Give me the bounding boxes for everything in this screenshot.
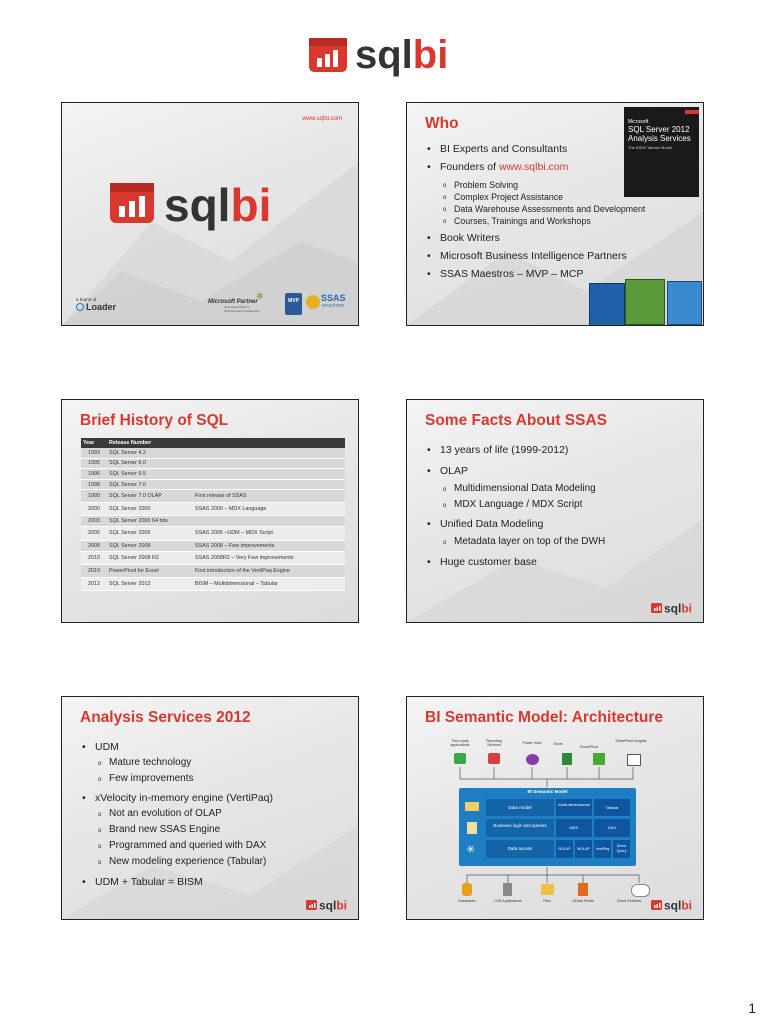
row-data-model — [486, 799, 630, 816]
table-row: 1998 SQL Server 7.0 — [81, 479, 345, 490]
top-label: Third-party applications — [450, 739, 470, 747]
table-row: 2012 SQL Server 2012 BISM – Multidimensional – Tabular — [81, 577, 345, 590]
row-label: Data model — [486, 799, 554, 816]
col-notes — [193, 438, 345, 448]
list-item: • BI Experts and Consultants — [425, 143, 645, 156]
database-icon — [462, 883, 472, 896]
odata-feeds-icon — [578, 883, 588, 896]
row-cell: Direct Query — [613, 840, 630, 858]
slide-3-history — [61, 399, 359, 623]
row-cell: MDX — [556, 819, 592, 837]
who-list — [425, 143, 645, 286]
header-sqlbi-logo — [309, 28, 469, 84]
data-access-icon: ✳ — [466, 844, 476, 856]
book-subtitle: The BISM Tabular Model — [628, 145, 672, 150]
row-label: Data access — [486, 840, 554, 858]
list-item: • Microsoft Business Intelligence Partners — [425, 250, 645, 263]
list-item: • Huge customer base — [425, 556, 605, 569]
table-row: 2010 SQL Server 2008 R2 SSAS 2008R2 – Very Few improvements — [81, 551, 345, 564]
bottom-label: LOB Applications — [494, 899, 522, 903]
loader-icon — [76, 303, 84, 311]
svg-text:sqlbi: sqlbi — [355, 33, 449, 77]
list-item: o Metadata layer on top of the DWH — [425, 536, 605, 548]
footer-sqlbi-logo — [651, 600, 697, 616]
list-item: o MDX Language / MDX Script — [425, 499, 605, 511]
list-item: • SSAS Maestros – MVP – MCP — [425, 268, 645, 281]
svg-text:sqlbi: sqlbi — [319, 898, 348, 913]
business-logic-icon — [467, 822, 477, 834]
list-item: • Unified Data Modeling — [425, 518, 605, 531]
mvp-badge — [285, 293, 302, 315]
table-row: 1996 SQL Server 6.5 — [81, 469, 345, 480]
facts-list — [425, 444, 605, 574]
footer-sqlbi-logo — [651, 897, 697, 913]
top-label: Reporting Services — [486, 739, 502, 747]
slide-2-who — [406, 102, 704, 326]
ssas2012-list — [80, 741, 273, 894]
svg-text:sqlbi: sqlbi — [164, 179, 272, 231]
list-item: • xVelocity in-memory engine (VertiPaq) — [80, 792, 273, 805]
list-item: o Mature technology — [80, 757, 273, 769]
row-data-access — [486, 840, 630, 858]
slide-6-architecture — [406, 696, 704, 920]
list-item: • UDM — [80, 741, 273, 754]
top-label: Power View — [522, 741, 542, 745]
loader-brand — [76, 297, 116, 312]
lob-applications-icon — [503, 883, 512, 896]
sqlbi-link[interactable]: www.sqlbi.com — [498, 161, 569, 173]
history-table — [81, 438, 345, 591]
list-item: o Complex Project Assistance — [425, 191, 645, 203]
slide-4-facts — [406, 399, 704, 623]
list-item: • 13 years of life (1999-2012) — [425, 444, 605, 457]
book-title: SQL Server 2012 Analysis Services — [628, 125, 691, 143]
slide-title: Analysis Services 2012 — [80, 709, 251, 726]
list-item: o Programmed and queried with DAX — [80, 840, 273, 852]
table-row: 2005 SQL Server 2005 SSAS 2005 –UDM – MDX Script — [81, 526, 345, 540]
partner-sub: Gold Data Platform Gold Business Intelligence — [224, 305, 260, 313]
col-release: Release Number — [107, 438, 193, 448]
top-label: SharePoint Insights — [615, 739, 647, 743]
bottom-label: Cloud Services — [616, 899, 642, 903]
row-business-logic — [486, 819, 630, 837]
col-year: Year — [81, 438, 107, 448]
list-item: o Not an evolution of OLAP — [80, 808, 273, 820]
list-item: o New modeling experience (Tabular) — [80, 856, 273, 868]
slide-title: Brief History of SQL — [80, 412, 229, 429]
bism-box-title: BI Semantic Model — [527, 789, 568, 794]
book-brand: Microsoft — [628, 119, 649, 125]
slide-title: Some Facts About SSAS — [425, 412, 608, 429]
website-url: www.sqlbi.com — [302, 116, 342, 122]
bottom-label: Databases — [458, 899, 476, 903]
bottom-label: Files — [543, 899, 551, 903]
row-cell: DAX — [594, 819, 630, 837]
row-cell: ROLAP — [556, 840, 573, 858]
list-item: o Problem Solving — [425, 179, 645, 191]
maestro-medal-icon — [306, 295, 320, 309]
list-item: o Few improvements — [80, 773, 273, 785]
list-item: o Multidimensional Data Modeling — [425, 483, 605, 495]
list-item: • UDM + Tabular = BISM — [80, 876, 273, 889]
row-cell: VertiPaq — [594, 840, 611, 858]
list-item: o Courses, Trainings and Workshops — [425, 215, 645, 227]
list-item: • Book Writers — [425, 232, 645, 245]
list-item: • Founders of www.sqlbi.com — [425, 161, 645, 174]
top-label: PowerPivot — [579, 745, 599, 749]
book-stack — [589, 279, 701, 325]
svg-text:sqlbi: sqlbi — [664, 898, 693, 913]
table-row: 2010 PowerPivot for Excel First introduction of the VertiPaq Engine — [81, 564, 345, 577]
footer-sqlbi-logo — [306, 897, 352, 913]
table-row: 1995 SQL Server 6.0 — [81, 458, 345, 469]
svg-text:sqlbi: sqlbi — [664, 601, 693, 616]
row-cell: MOLAP — [575, 840, 592, 858]
row-cell: Tabular — [594, 799, 630, 816]
microsoft-partner-badge — [208, 291, 278, 313]
top-label: Excel — [553, 742, 563, 746]
partner-leaf-icon: ✻ — [256, 291, 264, 301]
book-green — [625, 279, 665, 325]
maestro-label: MAESTRO — [322, 303, 345, 308]
files-icon — [541, 884, 554, 895]
bottom-label: OData Feeds — [572, 899, 594, 903]
table-row: 1993 SQL Server 4.2 — [81, 448, 345, 458]
book-powerpivot — [589, 283, 625, 326]
cloud-services-icon — [631, 884, 650, 897]
partner-label: Microsoft Partner — [208, 299, 258, 305]
table-row: 2003 SQL Server 2000 64 bits — [81, 516, 345, 527]
list-item: o Data Warehouse Assessments and Development — [425, 203, 645, 215]
loader-caption: a brand of — [76, 297, 97, 302]
ssas-maestro-badge — [306, 293, 346, 308]
loader-label: Loader — [86, 302, 117, 312]
bism-box — [459, 788, 636, 866]
table-header — [81, 438, 345, 448]
slide-title: BI Semantic Model: Architecture — [425, 709, 664, 726]
ssas-label: SSAS — [321, 293, 346, 303]
row-label: Business logic and queries — [486, 819, 554, 837]
book-sqlbi — [667, 281, 702, 325]
page-number: 1 — [748, 1000, 756, 1016]
list-item: • OLAP — [425, 465, 605, 478]
table-row: 1999 SQL Server 7.0 OLAP First release of SSAS — [81, 490, 345, 503]
sqlbi-logo — [110, 173, 310, 237]
row-cell: Multi-dimensional — [556, 799, 592, 816]
slide-1-title — [61, 102, 359, 326]
table-row: 2000 SQL Server 2000 SSAS 2000 – MDX Language — [81, 503, 345, 516]
slide-title: Who — [425, 115, 459, 132]
slide-5-analysis-services — [61, 696, 359, 920]
data-model-icon — [465, 802, 479, 811]
mvp-label: MVP — [288, 298, 299, 304]
table-row: 2008 SQL Server 2008 SSAS 2008 – Few improvements — [81, 540, 345, 551]
list-item: o Brand new SSAS Engine — [80, 824, 273, 836]
book-accent — [685, 110, 699, 114]
